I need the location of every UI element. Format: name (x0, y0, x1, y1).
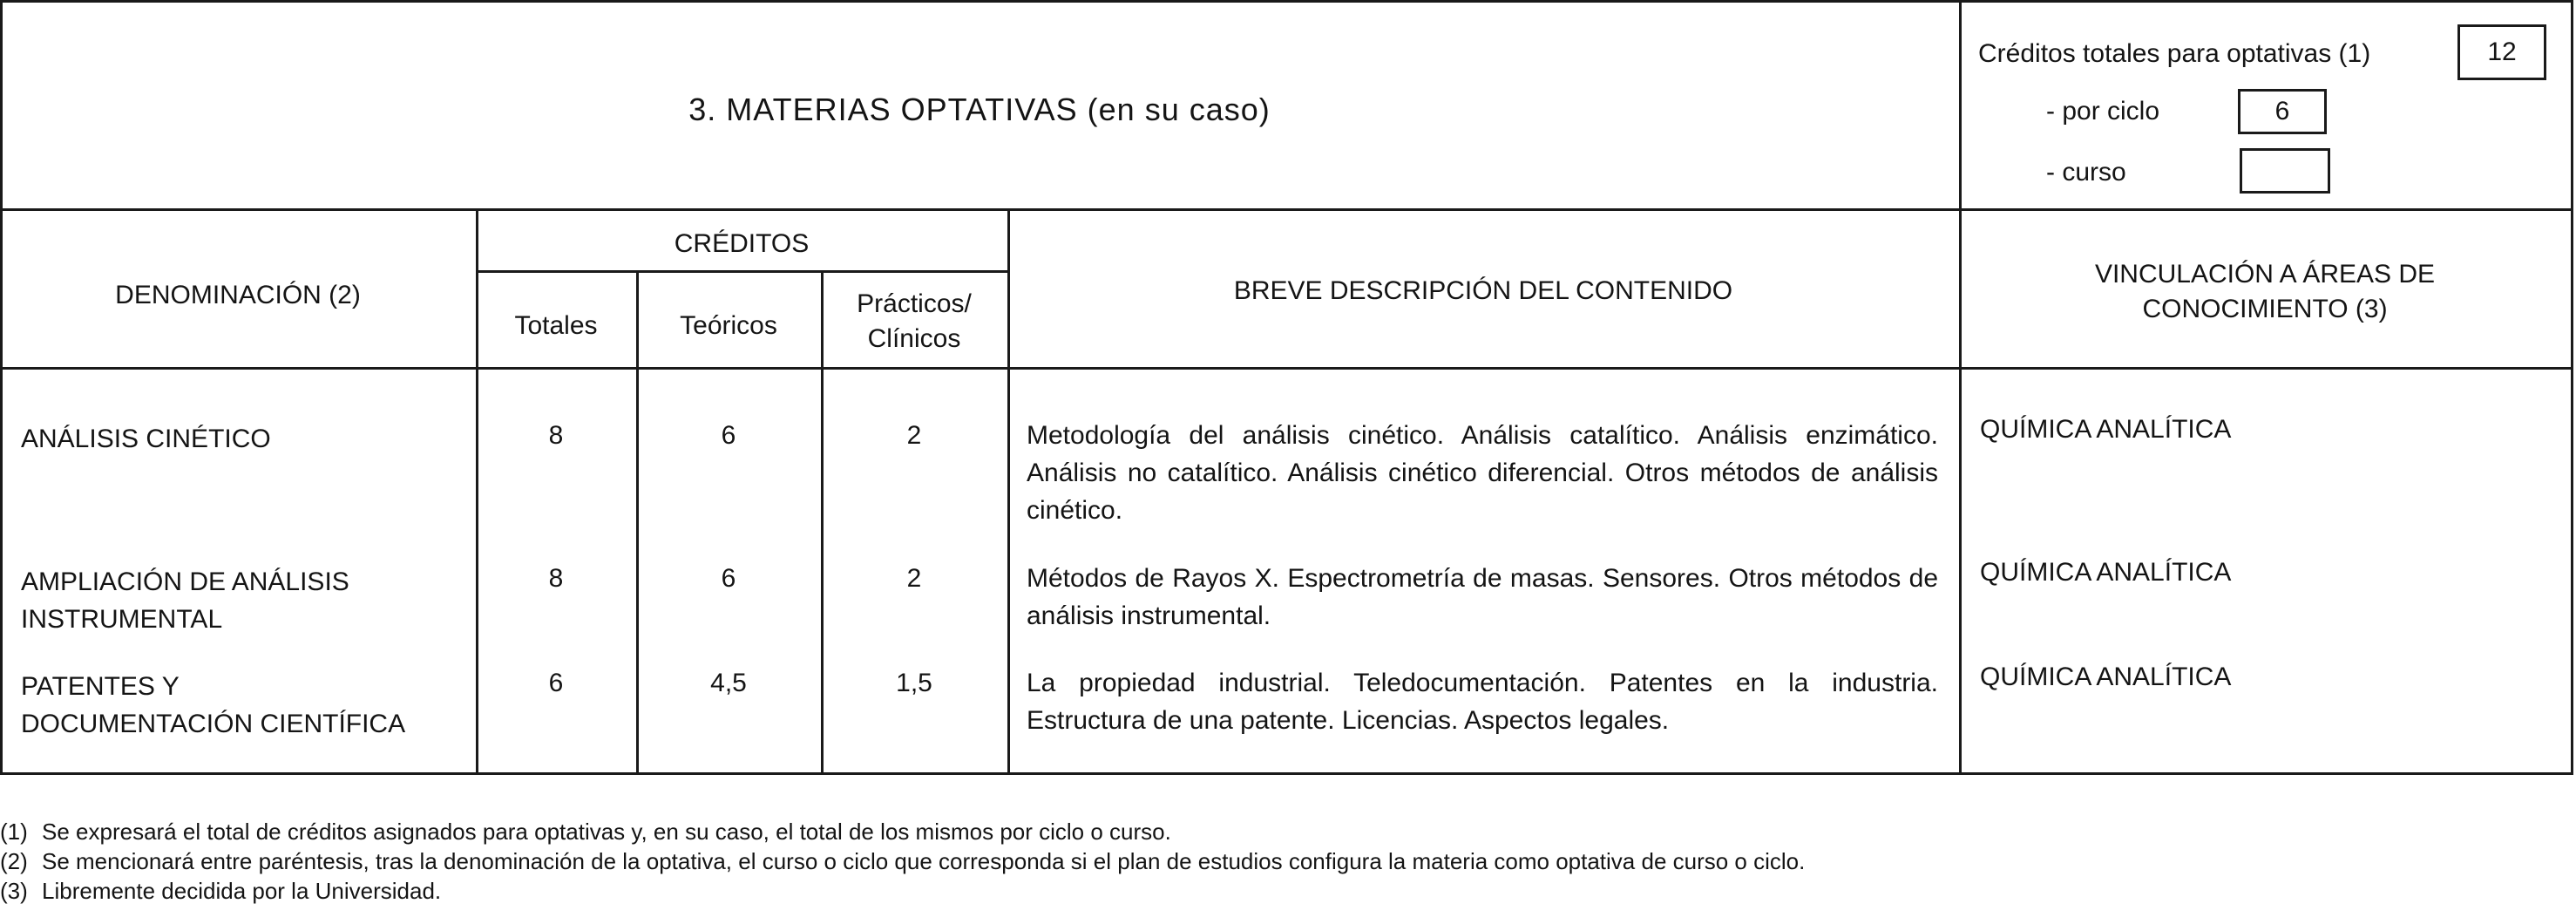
total-credits-label: Créditos totales para optativas (1) (1978, 39, 2371, 68)
header-descripcion: BREVE DESCRIPCIÓN DEL CONTENIDO (1233, 276, 1733, 305)
header-practicos-line1: Prácticos/ (857, 289, 972, 318)
footnote-2-text: Se mencionará entre paréntesis, tras la denominación de la optativa, el curso o ciclo que corresponda si el plan de estudios configura la materia como optativa de curso o ciclo. (42, 848, 1806, 874)
column-header-bottom-line (0, 367, 2573, 370)
footnote-1 (0, 818, 1171, 846)
row-1-name: ANÁLISIS CINÉTICO (21, 425, 271, 453)
row-2-description: Métodos de Rayos X. Espectrometría de masas. Sensores. Otros métodos de análisis instrumental. (1027, 564, 1938, 630)
row-3-teoricos: 4,5 (710, 669, 747, 697)
row-3-practicos: 1,5 (896, 669, 932, 697)
credits-subheader-line (476, 270, 1009, 273)
course-label: - curso (2046, 158, 2126, 187)
row-3-name-line2: DOCUMENTACIÓN CIENTÍFICA (21, 710, 406, 738)
footnote-3-text: Libremente decidida por la Universidad. (42, 878, 442, 904)
header-bottom-line (0, 208, 2573, 211)
header-denominacion: DENOMINACIÓN (2) (115, 281, 361, 309)
footnote-3 (0, 877, 441, 905)
row-1-teoricos: 6 (721, 421, 736, 450)
row-1-practicos: 2 (906, 421, 922, 450)
row-2-practicos: 2 (906, 564, 922, 593)
row-2-teoricos: 6 (721, 564, 736, 593)
section-title: 3. MATERIAS OPTATIVAS (en su caso) (688, 92, 1271, 127)
header-practicos-line2: Clínicos (867, 324, 961, 353)
row-1-totales: 8 (548, 421, 564, 450)
frame-top (0, 0, 2573, 3)
per-cycle-label: - por ciclo (2046, 97, 2160, 126)
footnote-1-number: (1) (0, 819, 28, 845)
total-credits-value: 12 (2457, 24, 2546, 80)
footnote-2-number: (2) (0, 848, 28, 874)
row-2-name-line2: INSTRUMENTAL (21, 605, 223, 634)
row-2-totales: 8 (548, 564, 564, 593)
frame-right (2571, 0, 2573, 775)
row-3-totales: 6 (548, 669, 564, 697)
row-1-area: QUÍMICA ANALÍTICA (1980, 415, 2232, 444)
footnote-2 (0, 847, 1805, 875)
footnote-1-text: Se expresará el total de créditos asignados para optativas y, en su caso, el total de los mismos por ciclo o curso. (42, 819, 1171, 845)
per-cycle-value: 6 (2238, 89, 2327, 134)
row-3-name-line1: PATENTES Y (21, 672, 180, 701)
row-3-area: QUÍMICA ANALÍTICA (1980, 662, 2232, 691)
footnote-3-number: (3) (0, 878, 28, 904)
header-totales: Totales (514, 311, 598, 340)
row-2-area: QUÍMICA ANALÍTICA (1980, 558, 2232, 587)
table-bottom-line (0, 772, 2573, 775)
row-1-description: Metodología del análisis cinético. Análisis catalítico. Análisis enzimático. Análisis no catalítico. Análisis cinético diferencial. Otros métodos de análisis cinético. (1027, 421, 1938, 525)
header-teoricos: Teóricos (680, 311, 777, 340)
row-2-name-line1: AMPLIACIÓN DE ANÁLISIS (21, 567, 349, 596)
header-vinculacion-line1: VINCULACIÓN A ÁREAS DE (2094, 260, 2436, 289)
course-value (2240, 148, 2330, 194)
header-vinculacion-line2: CONOCIMIENTO (3) (2142, 295, 2388, 323)
row-3-description: La propiedad industrial. Teledocumentación. Patentes en la industria. Estructura de una patente. Licencias. Aspectos legales. (1027, 669, 1938, 735)
col-line-5 (1959, 0, 1962, 775)
header-creditos: CRÉDITOS (674, 229, 810, 258)
